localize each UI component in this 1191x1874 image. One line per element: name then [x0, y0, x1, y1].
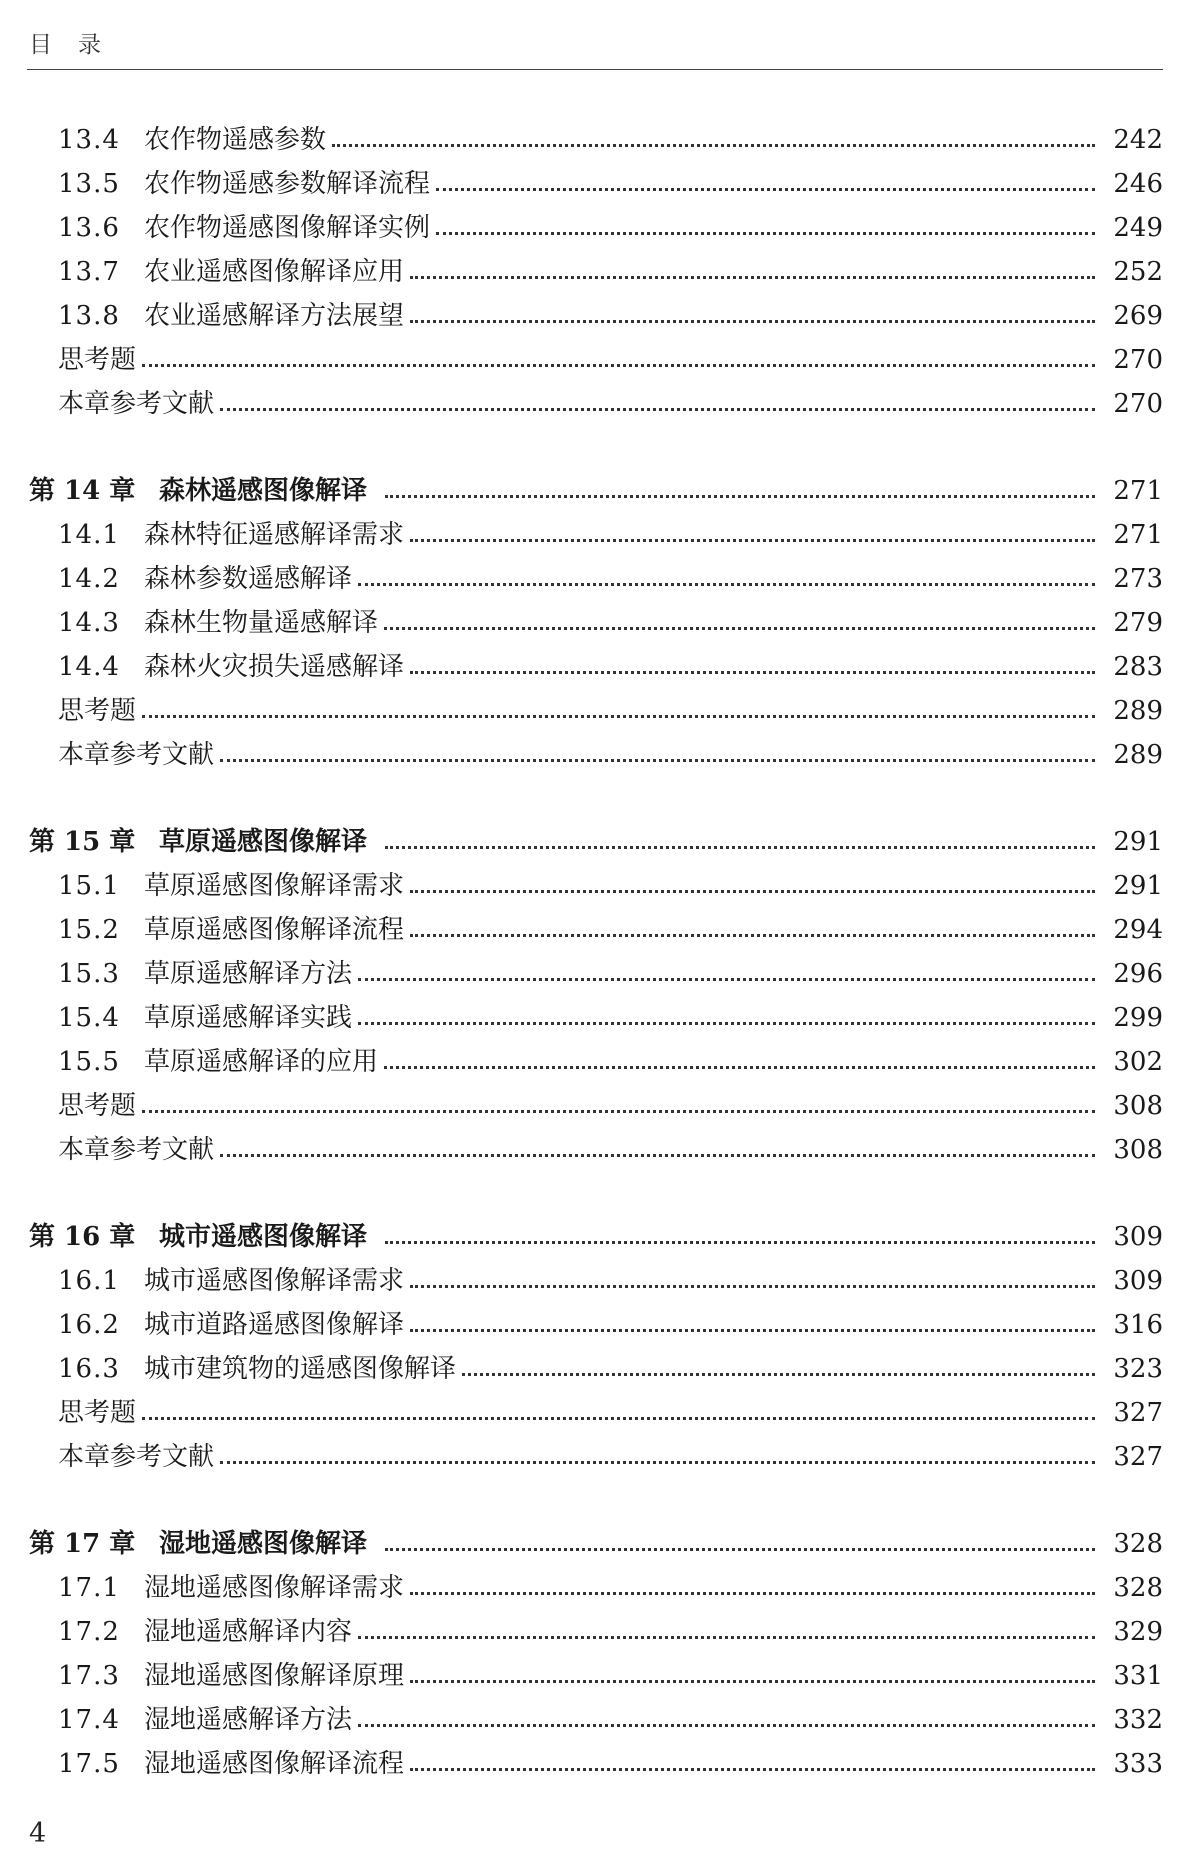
section-title: 思考题 [58, 1091, 137, 1121]
toc-section-entry[interactable] [0, 1654, 1191, 1698]
toc-section-entry[interactable] [0, 1128, 1191, 1172]
toc-page-number: 242 [1113, 125, 1163, 155]
toc-section-entry[interactable] [0, 118, 1191, 162]
section-title: 思考题 [58, 1398, 137, 1428]
dot-leader [385, 1542, 1095, 1551]
dot-leader [410, 314, 1095, 323]
section-number: 15.2 [58, 915, 120, 945]
section-number: 13.6 [58, 213, 120, 243]
toc-section-entry[interactable] [0, 557, 1191, 601]
toc-section-entry[interactable] [0, 294, 1191, 338]
toc-section-entry[interactable] [0, 513, 1191, 557]
toc-page-number: 308 [1113, 1135, 1163, 1165]
section-number: 15.4 [58, 1003, 120, 1033]
section-number: 14.2 [58, 564, 120, 594]
toc-section-entry[interactable] [0, 1391, 1191, 1435]
section-number: 13.4 [58, 125, 120, 155]
section-title: 草原遥感图像解译需求 [144, 871, 405, 901]
toc-page-number: 308 [1113, 1091, 1163, 1121]
dot-leader [410, 665, 1095, 674]
toc-page-number: 252 [1113, 257, 1163, 287]
section-title: 农业遥感图像解译应用 [144, 257, 405, 287]
dot-leader [410, 270, 1095, 279]
section-title: 草原遥感解译的应用 [144, 1047, 379, 1077]
toc-chapter-entry[interactable] [0, 469, 1191, 513]
section-title: 湿地遥感图像解译需求 [144, 1573, 405, 1603]
toc-section-entry[interactable] [0, 1610, 1191, 1654]
toc-page-number: 249 [1113, 213, 1163, 243]
section-title: 湿地遥感图像解译原理 [144, 1661, 405, 1691]
section-number: 13.5 [58, 169, 120, 199]
chapter-number: 第 14 章 [29, 476, 136, 506]
toc-section-entry[interactable] [0, 1040, 1191, 1084]
section-title: 城市遥感图像解译需求 [144, 1266, 405, 1296]
toc-page-number: 329 [1113, 1617, 1163, 1647]
section-title: 思考题 [58, 345, 137, 375]
toc-page-number: 269 [1113, 301, 1163, 331]
section-title: 农作物遥感参数 [144, 125, 327, 155]
toc-section-entry[interactable] [0, 1259, 1191, 1303]
dot-leader [358, 577, 1095, 586]
section-number: 15.5 [58, 1047, 120, 1077]
section-number: 17.5 [58, 1749, 120, 1779]
toc-section-entry[interactable] [0, 1435, 1191, 1479]
toc-section-entry[interactable] [0, 645, 1191, 689]
toc-section-entry[interactable] [0, 996, 1191, 1040]
section-title: 农作物遥感图像解译实例 [144, 213, 431, 243]
toc-page-number: 333 [1113, 1749, 1163, 1779]
dot-leader [385, 840, 1095, 849]
toc-section-entry[interactable] [0, 601, 1191, 645]
toc-page-number: 309 [1113, 1222, 1163, 1252]
toc-page-number: 302 [1113, 1047, 1163, 1077]
toc-section-entry[interactable] [0, 382, 1191, 426]
toc-page-number: 328 [1113, 1529, 1163, 1559]
toc-page-number: 294 [1113, 915, 1163, 945]
chapter-title: 湿地遥感图像解译 [159, 1529, 368, 1559]
dot-leader [358, 1630, 1095, 1639]
toc-page-number: 327 [1113, 1398, 1163, 1428]
toc-page-number: 299 [1113, 1003, 1163, 1033]
dot-leader [384, 621, 1095, 630]
dot-leader [410, 928, 1095, 937]
section-title: 本章参考文献 [58, 1442, 215, 1472]
toc-section-entry[interactable] [0, 250, 1191, 294]
dot-leader [220, 753, 1095, 762]
section-title: 农业遥感解译方法展望 [144, 301, 405, 331]
chapter-number: 第 15 章 [29, 827, 136, 857]
chapter-number: 第 17 章 [29, 1529, 136, 1559]
toc-page-number: 323 [1113, 1354, 1163, 1384]
toc-page-number: 271 [1113, 520, 1163, 550]
header-divider [27, 69, 1163, 70]
section-title: 湿地遥感图像解译流程 [144, 1749, 405, 1779]
section-number: 17.4 [58, 1705, 120, 1735]
toc-section-entry[interactable] [0, 689, 1191, 733]
toc-page-number: 328 [1113, 1573, 1163, 1603]
table-of-contents [0, 118, 1191, 1786]
toc-section-entry[interactable] [0, 162, 1191, 206]
section-title: 本章参考文献 [58, 740, 215, 770]
section-title: 城市建筑物的遥感图像解译 [144, 1354, 457, 1384]
toc-page-number: 270 [1113, 389, 1163, 419]
toc-section-entry[interactable] [0, 1084, 1191, 1128]
chapter-title: 草原遥感图像解译 [159, 827, 368, 857]
dot-leader [384, 1060, 1095, 1069]
toc-chapter-entry[interactable] [0, 820, 1191, 864]
toc-section-entry[interactable] [0, 338, 1191, 382]
toc-page-number: 289 [1113, 740, 1163, 770]
chapter-number: 第 16 章 [29, 1222, 136, 1252]
toc-page-number: 289 [1113, 696, 1163, 726]
dot-leader [410, 1674, 1095, 1683]
toc-section-entry[interactable] [0, 1698, 1191, 1742]
toc-page-number: 291 [1113, 827, 1163, 857]
toc-section-entry[interactable] [0, 1347, 1191, 1391]
toc-page-number: 283 [1113, 652, 1163, 682]
dot-leader [410, 884, 1095, 893]
section-number: 17.3 [58, 1661, 120, 1691]
section-number: 15.3 [58, 959, 120, 989]
section-title: 城市道路遥感图像解译 [144, 1310, 405, 1340]
section-title: 森林生物量遥感解译 [144, 608, 379, 638]
toc-page-number: 271 [1113, 476, 1163, 506]
section-number: 16.3 [58, 1354, 120, 1384]
section-number: 14.4 [58, 652, 120, 682]
dot-leader [220, 402, 1095, 411]
dot-leader [410, 1279, 1095, 1288]
section-number: 14.3 [58, 608, 120, 638]
toc-section-entry[interactable] [0, 952, 1191, 996]
toc-page-number: 331 [1113, 1661, 1163, 1691]
section-number: 14.1 [58, 520, 120, 550]
dot-leader [220, 1148, 1095, 1157]
chapter-title: 城市遥感图像解译 [159, 1222, 368, 1252]
dot-leader [358, 972, 1095, 981]
chapter-title: 森林遥感图像解译 [159, 476, 368, 506]
dot-leader [358, 1016, 1095, 1025]
section-number: 16.2 [58, 1310, 120, 1340]
section-title: 思考题 [58, 696, 137, 726]
toc-section-entry[interactable] [0, 908, 1191, 952]
section-number: 17.1 [58, 1573, 120, 1603]
dot-leader [462, 1367, 1095, 1376]
toc-page-number: 296 [1113, 959, 1163, 989]
section-title: 草原遥感解译实践 [144, 1003, 353, 1033]
dot-leader [385, 1235, 1095, 1244]
toc-section-entry[interactable] [0, 864, 1191, 908]
dot-leader [142, 709, 1095, 718]
section-title: 本章参考文献 [58, 1135, 215, 1165]
section-title: 湿地遥感解译内容 [144, 1617, 353, 1647]
dot-leader [436, 226, 1095, 235]
section-title: 森林火灾损失遥感解译 [144, 652, 405, 682]
section-title: 本章参考文献 [58, 389, 215, 419]
section-title: 森林特征遥感解译需求 [144, 520, 405, 550]
section-number: 17.2 [58, 1617, 120, 1647]
dot-leader [220, 1455, 1095, 1464]
toc-section-entry[interactable] [0, 1566, 1191, 1610]
toc-chapter-entry[interactable] [0, 1522, 1191, 1566]
toc-page-number: 273 [1113, 564, 1163, 594]
toc-chapter-entry[interactable] [0, 1215, 1191, 1259]
dot-leader [332, 138, 1095, 147]
toc-page-number: 327 [1113, 1442, 1163, 1472]
dot-leader [142, 1411, 1095, 1420]
dot-leader [142, 1104, 1095, 1113]
toc-page-number: 279 [1113, 608, 1163, 638]
dot-leader [385, 489, 1095, 498]
toc-page-number: 246 [1113, 169, 1163, 199]
section-title: 湿地遥感解译方法 [144, 1705, 353, 1735]
running-head-title: 目录 [29, 32, 127, 58]
section-number: 13.7 [58, 257, 120, 287]
toc-page-number: 316 [1113, 1310, 1163, 1340]
toc-page-number: 270 [1113, 345, 1163, 375]
toc-page-number: 291 [1113, 871, 1163, 901]
section-title: 草原遥感图像解译流程 [144, 915, 405, 945]
toc-section-entry[interactable] [0, 1742, 1191, 1786]
dot-leader [410, 533, 1095, 542]
section-title: 森林参数遥感解译 [144, 564, 353, 594]
section-number: 16.1 [58, 1266, 120, 1296]
toc-section-entry[interactable] [0, 1303, 1191, 1347]
toc-section-entry[interactable] [0, 206, 1191, 250]
dot-leader [436, 182, 1095, 191]
section-number: 15.1 [58, 871, 120, 901]
dot-leader [410, 1323, 1095, 1332]
toc-page-number: 309 [1113, 1266, 1163, 1296]
section-title: 农作物遥感参数解译流程 [144, 169, 431, 199]
page-number: 4 [29, 1818, 47, 1849]
dot-leader [142, 358, 1095, 367]
dot-leader [410, 1762, 1095, 1771]
toc-section-entry[interactable] [0, 733, 1191, 777]
toc-page-number: 332 [1113, 1705, 1163, 1735]
section-number: 13.8 [58, 301, 120, 331]
section-title: 草原遥感解译方法 [144, 959, 353, 989]
dot-leader [410, 1586, 1095, 1595]
dot-leader [358, 1718, 1095, 1727]
